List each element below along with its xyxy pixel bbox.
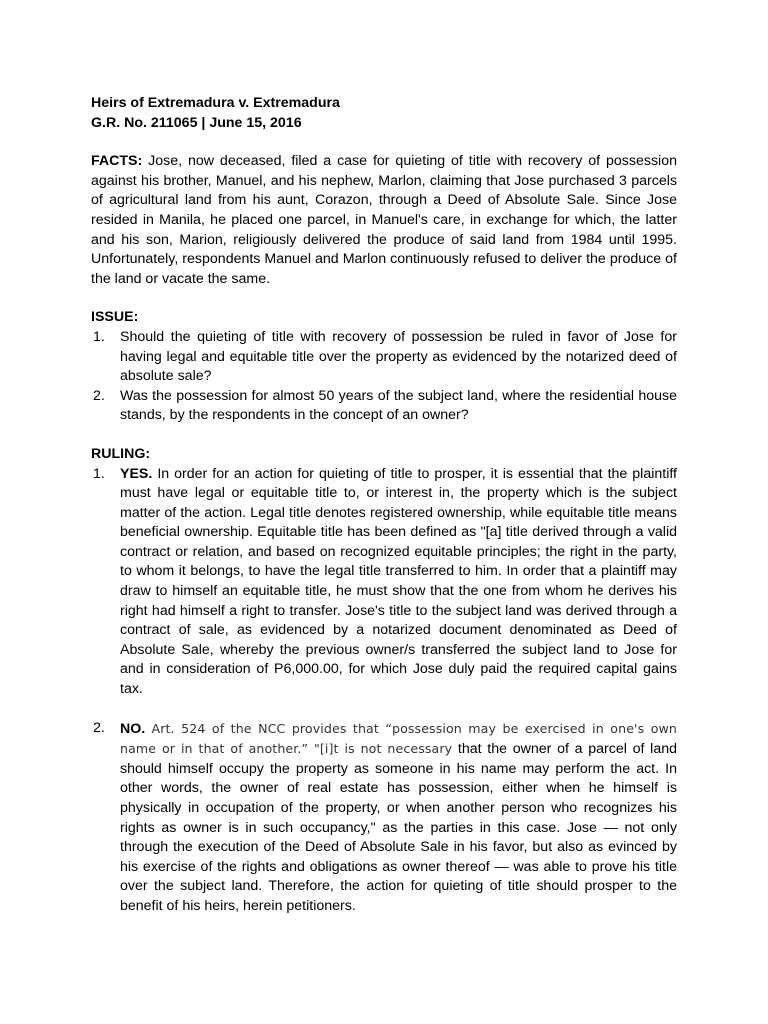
issue-item xyxy=(91,328,677,387)
issue-item-number: 1. xyxy=(93,328,105,345)
issue-item xyxy=(91,387,677,426)
facts-label: FACTS: xyxy=(91,153,143,170)
issue-list xyxy=(91,328,677,426)
ruling-list xyxy=(91,465,677,917)
facts-paragraph xyxy=(91,152,677,289)
issue-item-text: Was the possession for almost 50 years of the subject land, where the residential house stands, by the respondents in the concept of an owner? xyxy=(120,387,677,424)
issue-item-text: Should the quieting of title with recovery of possession be ruled in favor of Jose for having legal and equitable title over the property as evidenced by the notarized deed of absolute sale? xyxy=(120,328,677,385)
case-title: Heirs of Extremadura v. Extremadura xyxy=(91,95,340,111)
ruling-item-number: 2. xyxy=(93,719,105,736)
ruling-quote-text: Art. 524 of the NCC provides that “possession may be exercised in one's own name or in that of another.” "[i]t is not necessary xyxy=(120,720,677,757)
ruling-item xyxy=(91,719,677,917)
issue-heading: ISSUE: xyxy=(91,309,139,326)
case-citation: G.R. No. 211065 | June 15, 2016 xyxy=(91,114,302,131)
facts-text: Jose, now deceased, filed a case for quieting of title with recovery of possession against his brother, Manuel, and his nephew, Marlon, claiming that Jose purchased 3 parcels of agricultural land from his aunt, Corazon, through a Deed of Absolute Sale. Since Jose resided in Manila, he placed one parcel, in Manuel's care, in exchange for which, the latter and his son, Marion, religiously delivered the produce of said land from 1984 until 1995. Unfortunately, respondents Manuel and Marlon continuously refused to deliver the produce of the land or vacate the same. xyxy=(91,153,677,287)
ruling-item-text: that the owner of a parcel of land should himself occupy the property as someone in his name may perform the act. In other words, the owner of real estate has possession, either when he himself is physically in occupation of the property, or when another person who recognizes his rights as owner is in such occupancy," as the parties in this case. Jose — not only through the execution of the Deed of Absolute Sale in his favor, but also as evinced by his exercise of the rights and obligations as owner thereof — was able to prove his title over the subject land. Therefore, the action for quieting of title should prosper to the benefit of his heirs, herein petitioners. xyxy=(120,741,678,914)
ruling-answer: YES. xyxy=(120,465,153,482)
ruling-item-text: In order for an action for quieting of title to prosper, it is essential that the plaintiff must have legal or equitable title to, or interest in, the property which is the subject matter of the action. Legal title denotes registered ownership, while equitable title means beneficial ownership. Equitable title has been defined as "[a] title derived through a valid contract or relation, and based on recognized equitable principles; the right in the party, to whom it belongs, to have the legal title transferred to him. In order that a plaintiff may draw to himself an equitable title, he must show that the one from whom he derives his right had himself a right to transfer. Jose's title to the subject land was derived through a contract of sale, as evidenced by a notarized document denominated as Deed of Absolute Sale, whereby the previous owner/s transferred the subject land to Jose for and in consideration of P6,000.00, for which Jose duly paid the required capital gains tax. xyxy=(120,465,677,698)
document-page xyxy=(91,94,677,917)
ruling-answer: NO. xyxy=(120,720,146,737)
ruling-item-number: 1. xyxy=(93,465,105,482)
ruling-item xyxy=(91,465,677,700)
ruling-heading: RULING: xyxy=(91,445,151,462)
issue-item-number: 2. xyxy=(93,387,105,404)
